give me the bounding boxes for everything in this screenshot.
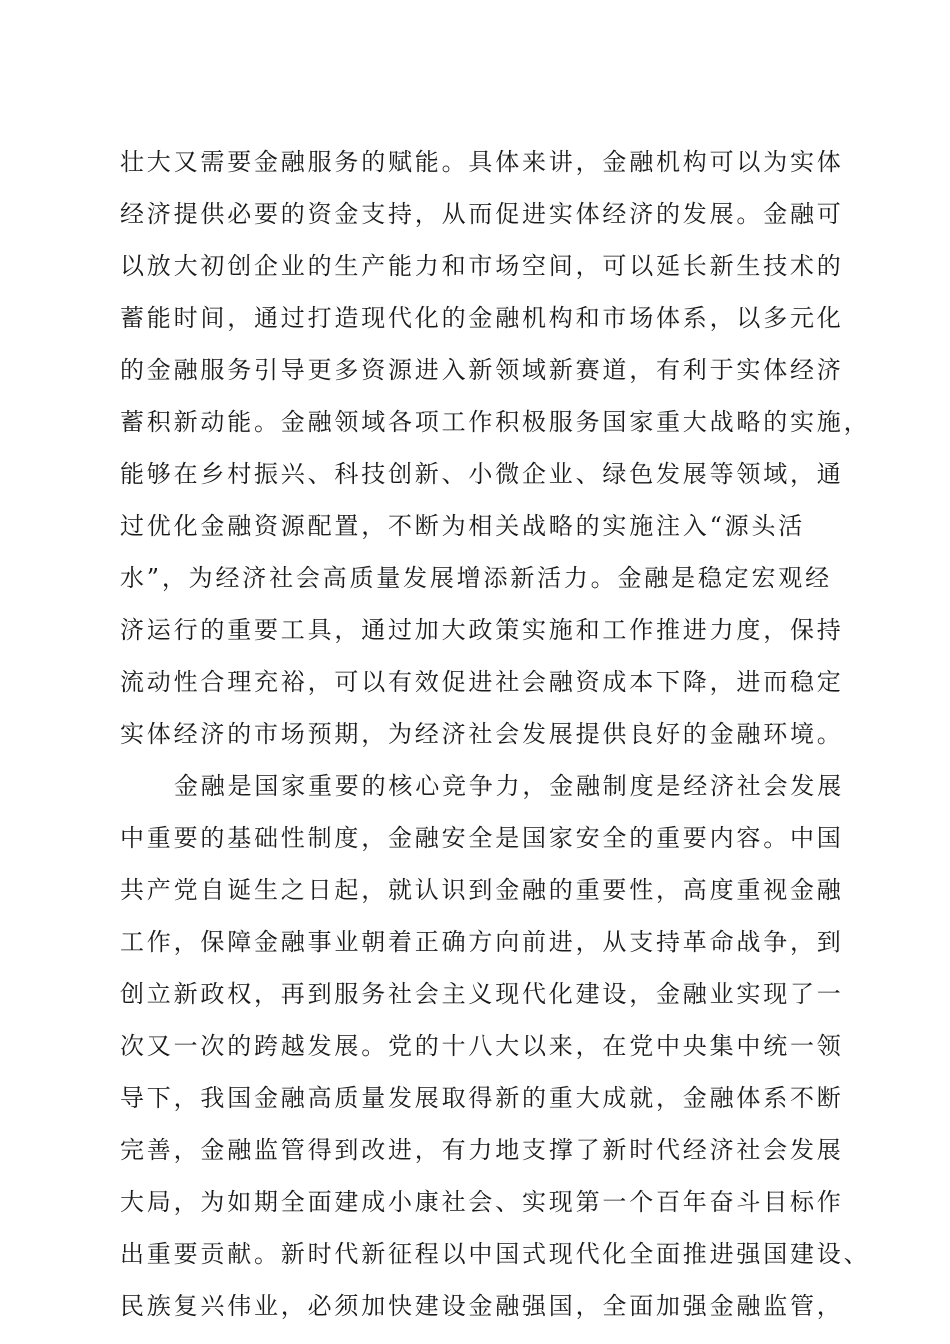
text-line: 次又一次的跨越发展。党的十八大以来，在党中央集中统一领: [120, 1032, 844, 1060]
text-line: 能够在乡村振兴、科技创新、小微企业、绿色发展等领域，通: [120, 460, 844, 488]
text-line: 流动性合理充裕，可以有效促进社会融资成本下降，进而稳定: [120, 668, 844, 696]
text-line: 水”，为经济社会高质量发展增添新活力。金融是稳定宏观经: [120, 564, 832, 592]
paragraph-2: [120, 760, 871, 1332]
paragraph-1: [120, 136, 871, 760]
text-line: 中重要的基础性制度，金融安全是国家安全的重要内容。中国: [120, 824, 844, 852]
text-line: 共产党自诞生之日起，就认识到金融的重要性，高度重视金融: [120, 876, 844, 904]
text-line: 济运行的重要工具，通过加大政策实施和工作推进力度，保持: [120, 616, 844, 644]
text-line: 经济提供必要的资金支持，从而促进实体经济的发展。金融可: [120, 200, 844, 228]
text-line: 蓄能时间，通过打造现代化的金融机构和市场体系，以多元化: [120, 304, 844, 332]
text-line: 出重要贡献。新时代新征程以中国式现代化全面推进强国建设、: [120, 1240, 871, 1268]
text-line: 民族复兴伟业，必须加快建设金融强国，全面加强金融监管，: [120, 1292, 844, 1320]
text-line: 导下，我国金融高质量发展取得新的重大成就，金融体系不断: [120, 1084, 844, 1112]
text-line-indented: 金融是国家重要的核心竞争力，金融制度是经济社会发展: [174, 772, 844, 800]
text-line: 蓄积新动能。金融领域各项工作积极服务国家重大战略的实施，: [120, 408, 871, 436]
text-line: 创立新政权，再到服务社会主义现代化建设，金融业实现了一: [120, 980, 844, 1008]
text-line: 实体经济的市场预期，为经济社会发展提供良好的金融环境。: [120, 720, 844, 748]
text-line: 过优化金融资源配置，不断为相关战略的实施注入“源头活: [120, 512, 806, 540]
text-line: 大局，为如期全面建成小康社会、实现第一个百年奋斗目标作: [120, 1188, 844, 1216]
text-line: 壮大又需要金融服务的赋能。具体来讲，金融机构可以为实体: [120, 148, 844, 176]
body-text: [120, 136, 871, 1332]
text-line: 以放大初创企业的生产能力和市场空间，可以延长新生技术的: [120, 252, 844, 280]
text-line: 完善，金融监管得到改进，有力地支撑了新时代经济社会发展: [120, 1136, 844, 1164]
text-line: 工作，保障金融事业朝着正确方向前进，从支持革命战争，到: [120, 928, 844, 956]
text-line: 的金融服务引导更多资源进入新领域新赛道，有利于实体经济: [120, 356, 844, 384]
